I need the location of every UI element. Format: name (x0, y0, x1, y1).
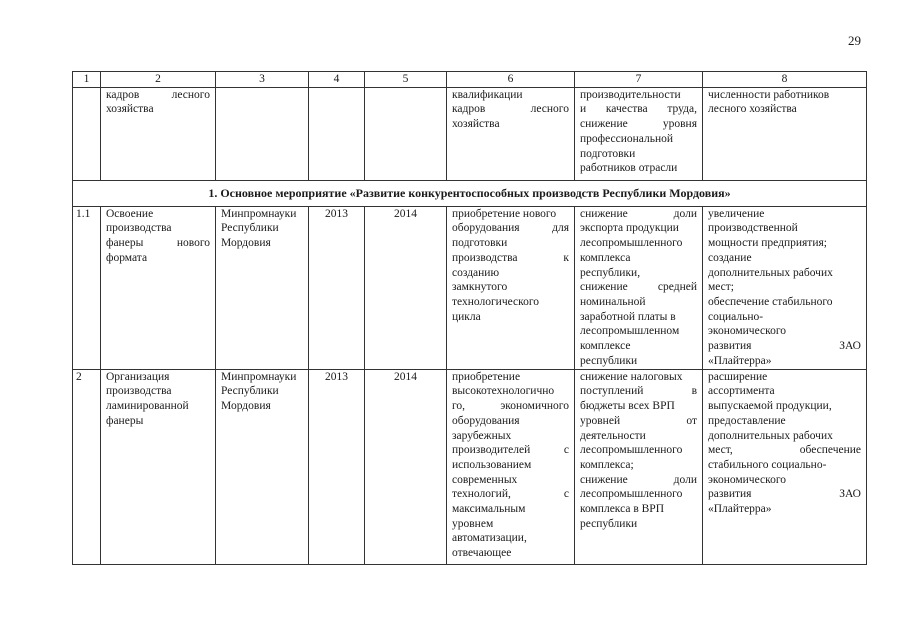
text-line: снижение налоговых (580, 370, 683, 383)
text-line: деятельности (580, 429, 646, 442)
text-line (452, 221, 569, 236)
text-word: го, (452, 400, 466, 413)
cell-start-year: 2013 (309, 206, 365, 369)
text-line: лесного хозяйства (708, 103, 797, 116)
text-word: лесного (171, 88, 210, 101)
text-word: и (580, 103, 587, 116)
text-line (708, 443, 861, 458)
text-line: Республики (221, 385, 279, 398)
text-line: численности работников (708, 88, 830, 101)
measures-table (72, 71, 867, 565)
table-row (73, 369, 867, 564)
text-word: с (563, 444, 569, 457)
column-number: 4 (309, 72, 365, 88)
text-word: обеспечение (799, 444, 861, 457)
text-word: от (686, 414, 697, 427)
text-line: номинальной (580, 295, 646, 308)
text-line (580, 117, 697, 132)
text-line: дополнительных рабочих (708, 429, 833, 442)
text-line: ламинированной (106, 400, 189, 413)
text-line: ассортимента (708, 385, 775, 398)
text-line (708, 339, 861, 354)
text-line: мест; (708, 281, 734, 294)
text-line: Минпромнауки (221, 370, 297, 383)
text-word: развития (708, 488, 752, 501)
cell-number: 1.1 (73, 206, 101, 369)
text-line (452, 251, 569, 266)
text-line: социально- (708, 310, 764, 323)
text-line: экономического (708, 473, 787, 486)
cell-indicator-link (703, 87, 867, 180)
column-number: 3 (216, 72, 309, 88)
text-line: экспорта продукции (580, 222, 679, 235)
text-line (580, 280, 697, 295)
page-number: 29 (848, 33, 861, 48)
text-word: производителей (452, 444, 531, 457)
text-line: хозяйства (106, 103, 154, 116)
text-line: расширение (708, 370, 768, 383)
text-line: использованием (452, 458, 532, 471)
section-row (73, 180, 867, 206)
text-word: доли (673, 473, 697, 486)
cell-start-year (309, 87, 365, 180)
text-line: подготовки (452, 237, 508, 250)
cell-end-year: 2014 (365, 369, 447, 564)
text-word: снижение (580, 207, 628, 220)
text-line: лесопромышленном (580, 325, 680, 338)
text-line: квалификации (452, 88, 523, 101)
text-word: уровня (662, 118, 697, 131)
text-line: максимальным (452, 503, 526, 516)
text-word: снижение (580, 281, 628, 294)
text-line (452, 399, 569, 414)
text-word: с (563, 488, 569, 501)
text-word: ЗАО (839, 488, 861, 501)
text-line (106, 236, 210, 251)
text-line: приобретение нового (452, 207, 557, 220)
text-line: высокотехнологично (452, 385, 555, 398)
text-line: производства (106, 385, 172, 398)
column-number: 8 (703, 72, 867, 88)
text-word: труда, (667, 103, 697, 116)
text-line: республики (580, 517, 638, 530)
text-word: качества (605, 103, 648, 116)
text-line (580, 384, 697, 399)
cell-consequences (575, 87, 703, 180)
cell-expected-result (447, 87, 575, 180)
cell-start-year: 2013 (309, 369, 365, 564)
cell-consequences (575, 206, 703, 369)
text-line: экономического (708, 325, 787, 338)
text-line (580, 207, 697, 222)
text-word: мест, (708, 444, 733, 457)
text-word: лесного (530, 103, 569, 116)
cell-expected-result (447, 206, 575, 369)
section-title: 1. Основное мероприятие «Развитие конкурентоспособных производств Республики Мордовия» (73, 180, 867, 206)
text-line: лесопромышленного (580, 444, 683, 457)
text-line: «Плайтерра» (708, 354, 772, 367)
text-line: профессиональной (580, 132, 674, 145)
continuation-row (73, 87, 867, 180)
text-line: отвечающее (452, 547, 512, 560)
text-line: работников отрасли (580, 162, 678, 175)
text-line: предоставление (708, 414, 786, 427)
cell-expected-result (447, 369, 575, 564)
cell-executor (216, 369, 309, 564)
cell-number (73, 87, 101, 180)
text-word: нового (176, 237, 210, 250)
text-line: Освоение (106, 207, 154, 220)
text-line: комплекса; (580, 458, 634, 471)
text-line (452, 102, 569, 117)
cell-end-year: 2014 (365, 206, 447, 369)
text-line: Республики (221, 222, 279, 235)
cell-executor (216, 206, 309, 369)
text-line: технологического (452, 295, 540, 308)
text-word: средней (657, 281, 697, 294)
text-word: технологий, (452, 488, 511, 501)
text-word: кадров (106, 88, 140, 101)
text-line: «Плайтерра» (708, 503, 772, 516)
table-row (73, 206, 867, 369)
text-line: лесопромышленного (580, 488, 683, 501)
column-number: 2 (101, 72, 216, 88)
text-line (580, 473, 697, 488)
text-line: создание (708, 251, 752, 264)
text-line: комплексе (580, 340, 631, 353)
text-line: замкнутого (452, 281, 508, 294)
text-line: бюджеты всех ВРП (580, 400, 675, 413)
text-line (106, 88, 210, 103)
text-word: экономичного (500, 400, 569, 413)
cell-indicator-link (703, 369, 867, 564)
text-line: лесопромышленного (580, 237, 683, 250)
text-line: фанеры (106, 414, 144, 427)
text-word: оборудования (452, 222, 520, 235)
text-line: республики, (580, 266, 641, 279)
text-word: снижение (580, 118, 628, 131)
cell-measure-name (101, 206, 216, 369)
cell-consequences (575, 369, 703, 564)
text-line: цикла (452, 310, 481, 323)
column-number: 6 (447, 72, 575, 88)
text-line: современных (452, 473, 518, 486)
cell-measure-name (101, 369, 216, 564)
text-line: подготовки (580, 147, 636, 160)
text-line: дополнительных рабочих (708, 266, 833, 279)
text-word: к (563, 251, 569, 264)
text-line: оборудования (452, 414, 520, 427)
text-line: Мордовия (221, 237, 271, 250)
text-line: хозяйства (452, 118, 500, 131)
text-line: Организация (106, 370, 170, 383)
text-line (580, 102, 697, 117)
text-line: формата (106, 251, 148, 264)
cell-measure-name (101, 87, 216, 180)
text-line: комплекса (580, 251, 631, 264)
cell-indicator-link (703, 206, 867, 369)
text-word: фанеры (106, 237, 144, 250)
text-word: для (552, 222, 569, 235)
text-line: созданию (452, 266, 500, 279)
column-number: 7 (575, 72, 703, 88)
text-line: производства (106, 222, 172, 235)
text-word: ЗАО (839, 340, 861, 353)
text-word: в (691, 385, 697, 398)
cell-end-year (365, 87, 447, 180)
text-line: выпускаемой продукции, (708, 400, 832, 413)
column-number: 1 (73, 72, 101, 88)
text-line: мощности предприятия; (708, 237, 827, 250)
text-line (708, 487, 861, 502)
text-line: комплекса в ВРП (580, 503, 665, 516)
text-word: поступлений (580, 385, 644, 398)
text-line: республики (580, 354, 638, 367)
text-line: автоматизации, (452, 532, 527, 545)
text-word: производства (452, 251, 518, 264)
text-line: заработной платы в (580, 310, 676, 323)
text-line (580, 414, 697, 429)
text-word: снижение (580, 473, 628, 486)
text-line: Мордовия (221, 400, 271, 413)
text-line: приобретение (452, 370, 521, 383)
text-line: производственной (708, 222, 798, 235)
text-line (452, 487, 569, 502)
text-line: обеспечение стабильного (708, 295, 833, 308)
text-line: увеличение (708, 207, 765, 220)
text-line (452, 443, 569, 458)
column-number-row (73, 72, 867, 88)
text-line: Минпромнауки (221, 207, 297, 220)
text-word: развития (708, 340, 752, 353)
text-line: стабильного социально- (708, 458, 827, 471)
cell-number: 2 (73, 369, 101, 564)
text-line: зарубежных (452, 429, 512, 442)
column-number: 5 (365, 72, 447, 88)
text-word: доли (673, 207, 697, 220)
text-line: производительности (580, 88, 681, 101)
text-line: уровнем (452, 517, 494, 530)
cell-executor (216, 87, 309, 180)
text-word: кадров (452, 103, 486, 116)
text-word: уровней (580, 414, 621, 427)
